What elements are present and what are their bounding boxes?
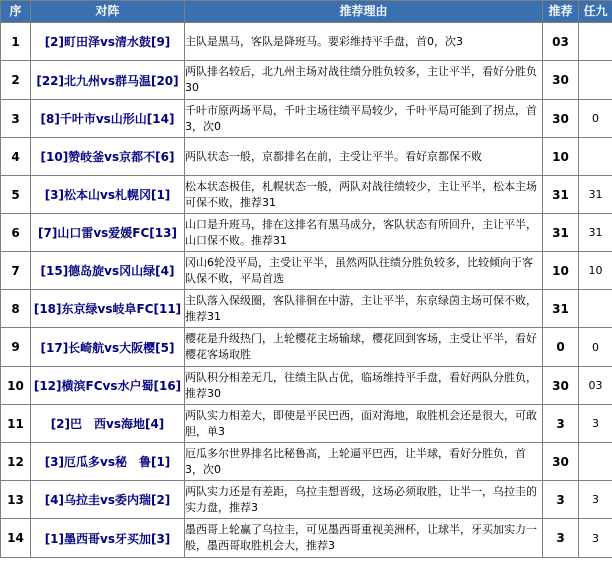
match-cell: [1]墨西哥vs牙买加[3] — [31, 519, 185, 558]
pick-cell: 3 — [543, 405, 579, 443]
reason-cell: 主队是黑马，客队是降班马。要彩维持平手盘，首0，次3 — [185, 23, 543, 61]
match-cell: [2]町田泽vs清水鼓[9] — [31, 23, 185, 61]
renjiu-cell: 31 — [579, 214, 612, 252]
renjiu-cell: 0 — [579, 328, 612, 367]
match-cell: [22]北九州vs群马温[20] — [31, 61, 185, 100]
reason-cell: 主队落入保级圈，客队徘徊在中游，主让平半，东京绿茵主场可保不败，推荐31 — [185, 290, 543, 328]
table-row — [1, 290, 612, 328]
renjiu-cell: 31 — [579, 176, 612, 214]
match-cell: [7]山口雷vs爱媛FC[13] — [31, 214, 185, 252]
renjiu-cell: 3 — [579, 519, 612, 558]
row-number: 12 — [1, 443, 31, 481]
renjiu-cell — [579, 23, 612, 61]
row-number: 8 — [1, 290, 31, 328]
reason-cell: 两队实力相差大，即使是平民巴西，面对海地，取胜机会还是很大，可敢胆，单3 — [185, 405, 543, 443]
match-cell: [3]松本山vs札幌冈[1] — [31, 176, 185, 214]
table-row — [1, 100, 612, 138]
table-row — [1, 138, 612, 176]
row-number: 6 — [1, 214, 31, 252]
pick-cell: 31 — [543, 214, 579, 252]
renjiu-cell: 10 — [579, 252, 612, 290]
match-cell: [8]千叶市vs山形山[14] — [31, 100, 185, 138]
table-body — [1, 23, 612, 558]
table-row — [1, 519, 612, 558]
row-number: 4 — [1, 138, 31, 176]
reason-cell: 两队实力还是有差距，乌拉圭想晋级，这场必须取胜，让半一，乌拉圭的实力盘，推荐3 — [185, 481, 543, 519]
pick-cell: 31 — [543, 176, 579, 214]
table-row — [1, 443, 612, 481]
pick-cell: 30 — [543, 443, 579, 481]
row-number: 1 — [1, 23, 31, 61]
header-reason: 推荐理由 — [185, 1, 543, 23]
renjiu-cell — [579, 138, 612, 176]
row-number: 14 — [1, 519, 31, 558]
reason-cell: 松本状态极佳，札幌状态一般，两队对战往绩较少，主让平半，松本主场可保不败，推荐31 — [185, 176, 543, 214]
reason-cell: 樱花是升级热门，上轮樱花主场输球，樱花回到客场，主受让平半，看好樱花客场取胜 — [185, 328, 543, 367]
match-cell: [17]长崎航vs大阪樱[5] — [31, 328, 185, 367]
row-number: 9 — [1, 328, 31, 367]
reason-cell: 冈山6轮没平局，主受让平半，虽然两队往绩分胜负较多，比较倾向于客队保不败，平局首选 — [185, 252, 543, 290]
reason-cell: 山口是升班马，排在这排名有黑马成分，客队状态有所回升，主让平半，山口保不败。推荐31 — [185, 214, 543, 252]
renjiu-cell: 3 — [579, 481, 612, 519]
table-row — [1, 23, 612, 61]
renjiu-cell — [579, 290, 612, 328]
table-row — [1, 481, 612, 519]
reason-cell: 两队排名较后，北九州主场对战往绩分胜负较多，主让平半，看好分胜负30 — [185, 61, 543, 100]
row-number: 2 — [1, 61, 31, 100]
header-pick: 推荐 — [543, 1, 579, 23]
renjiu-cell — [579, 61, 612, 100]
pick-cell: 03 — [543, 23, 579, 61]
row-number: 7 — [1, 252, 31, 290]
pick-cell: 10 — [543, 252, 579, 290]
pick-cell: 3 — [543, 481, 579, 519]
match-cell: [3]厄瓜多vs秘 鲁[1] — [31, 443, 185, 481]
row-number: 5 — [1, 176, 31, 214]
row-number: 3 — [1, 100, 31, 138]
table-row — [1, 367, 612, 405]
pick-cell: 31 — [543, 290, 579, 328]
reason-cell: 两队状态一般，京都排名在前，主受让平半。看好京都保不败 — [185, 138, 543, 176]
header-row — [1, 1, 612, 23]
renjiu-cell: 3 — [579, 405, 612, 443]
table-row — [1, 328, 612, 367]
match-cell: [10]赞岐釜vs京都不[6] — [31, 138, 185, 176]
pick-cell: 10 — [543, 138, 579, 176]
table-row — [1, 252, 612, 290]
reason-cell: 厄瓜多尔世界排名比秘鲁高，上轮逼平巴西，让半球，看好分胜负，首3，次0 — [185, 443, 543, 481]
reason-cell: 千叶市原两场平局，千叶主场往绩平局较少，千叶平局可能到了拐点，首3，次0 — [185, 100, 543, 138]
renjiu-cell: 0 — [579, 100, 612, 138]
table-row — [1, 214, 612, 252]
reason-cell: 墨西哥上轮赢了乌拉圭，可见墨西哥重视美洲杯，让球半，牙买加实力一般，墨西哥取胜机会大，推荐3 — [185, 519, 543, 558]
renjiu-cell — [579, 443, 612, 481]
row-number: 10 — [1, 367, 31, 405]
match-cell: [18]东京绿vs岐阜FC[11] — [31, 290, 185, 328]
pick-cell: 30 — [543, 367, 579, 405]
header-r9: 任九 — [579, 1, 612, 23]
table-row — [1, 176, 612, 214]
match-cell: [2]巴 西vs海地[4] — [31, 405, 185, 443]
pick-cell: 0 — [543, 328, 579, 367]
table-row — [1, 61, 612, 100]
pick-cell: 30 — [543, 100, 579, 138]
pick-cell: 30 — [543, 61, 579, 100]
reason-cell: 两队积分相差无几，往绩主队占优，临场维持平手盘，看好两队分胜负，推荐30 — [185, 367, 543, 405]
match-cell: [15]德岛旋vs冈山绿[4] — [31, 252, 185, 290]
header-match: 对阵 — [31, 1, 185, 23]
pick-cell: 3 — [543, 519, 579, 558]
match-cell: [4]乌拉圭vs委内瑞[2] — [31, 481, 185, 519]
row-number: 13 — [1, 481, 31, 519]
renjiu-cell: 03 — [579, 367, 612, 405]
row-number: 11 — [1, 405, 31, 443]
match-cell: [12]横滨FCvs水户蜀[16] — [31, 367, 185, 405]
table-row — [1, 405, 612, 443]
header-no: 序 — [1, 1, 31, 23]
